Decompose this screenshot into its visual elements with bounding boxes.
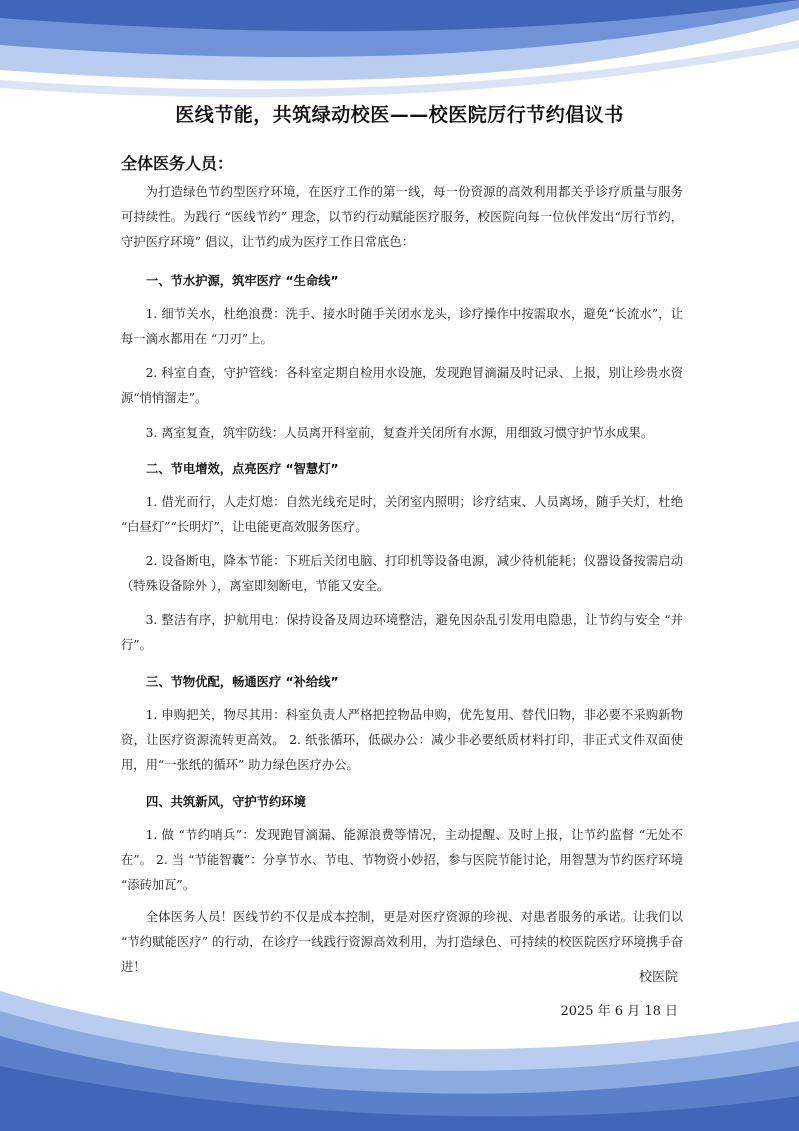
signature-date: 2025 年 6 月 18 日 [560, 1004, 678, 1019]
section-heading-water: 一、节水护源，筑牢医疗 “生命线” [146, 274, 339, 288]
section-electricity-item-2: 2. 设备断电，降本节能：下班后关闭电脑、打印机等设备电源，减少待机能耗；仪器设备按需启动（特殊设备除外 ），离室即刻断电，节能又安全。 [121, 554, 683, 593]
section-heading-materials: 三、节物优配，畅通医疗 “补给线” [146, 675, 339, 689]
section-heading-environment: 四、共筑新风，守护节约环境 [146, 795, 306, 809]
section-electricity-item-1: 1. 借光而行，人走灯熄：自然光线充足时，关闭室内照明；诊疗结束、人员离场，随手关灯，杜绝 “白昼灯”“长明灯”，让电能更高效服务医疗。 [121, 495, 683, 534]
section-heading-electricity: 二、节电增效，点亮医疗 “智慧灯” [146, 462, 339, 476]
section-electricity-item-3: 3. 整洁有序，护航用电：保持设备及周边环境整洁，避免因杂乱引发用电隐患，让节约与安全 “并行”。 [121, 613, 683, 652]
section-environment-items: 1. 做 “节约哨兵”：发现跑冒滴漏、能源浪费等情况，主动提醒、及时上报，让节约监督 “无处不在”。 2. 当 “节能智囊”：分享节水、节电、节物资小妙招，参与医院节能讨论，用智慧为节约医疗环境 “添砖加瓦”。 [121, 828, 683, 892]
section-materials-items: 1. 申购把关，物尽其用：科室负责人严格把控物品申购，优先复用、替代旧物，非必要不采购新物资，让医疗资源流转更高效。 2. 纸张循环，低碳办公：减少非必要纸质材料打印，非正式文件双面使用，用“一张纸的循环” 助力绿色医疗办公。 [121, 708, 683, 772]
signature-org: 校医院 [638, 970, 678, 985]
section-water-item-2: 2. 科室自查，守护管线：各科室定期自检用水设施，发现跑冒滴漏及时记录、上报，别让珍贵水资源“悄悄溜走”。 [121, 366, 683, 405]
closing-paragraph: 全体医务人员！医线节约不仅是成本控制，更是对医疗资源的珍视、对患者服务的承诺。让我们以 “节约赋能医疗” 的行动，在诊疗一线践行资源高效利用，为打造绿色、可持续的校医院医疗环境携手奋进！ [121, 910, 683, 974]
section-water-item-1: 1. 细节关水，杜绝浪费：洗手、接水时随手关闭水龙头，诊疗操作中按需取水，避免“长流水”，让每一滴水都用在 “刀刃”上。 [121, 307, 683, 346]
salutation: 全体医务人员： [121, 154, 234, 173]
document-title: 医线节能，共筑绿动校医——校医院厉行节约倡议书 [175, 104, 624, 126]
intro-paragraph: 为打造绿色节约型医疗环境，在医疗工作的第一线，每一份资源的高效利用都关乎诊疗质量与服务可持续性。为践行 “医线节约” 理念，以节约行动赋能医疗服务，校医院向每一位伙伴发出“厉行节约，守护医疗环境” 倡议，让节约成为医疗工作日常底色： [121, 185, 683, 249]
section-water-item-3: 3. 离室复查，筑牢防线：人员离开科室前，复查并关闭所有水源，用细致习惯守护节水成果。 [145, 426, 654, 440]
